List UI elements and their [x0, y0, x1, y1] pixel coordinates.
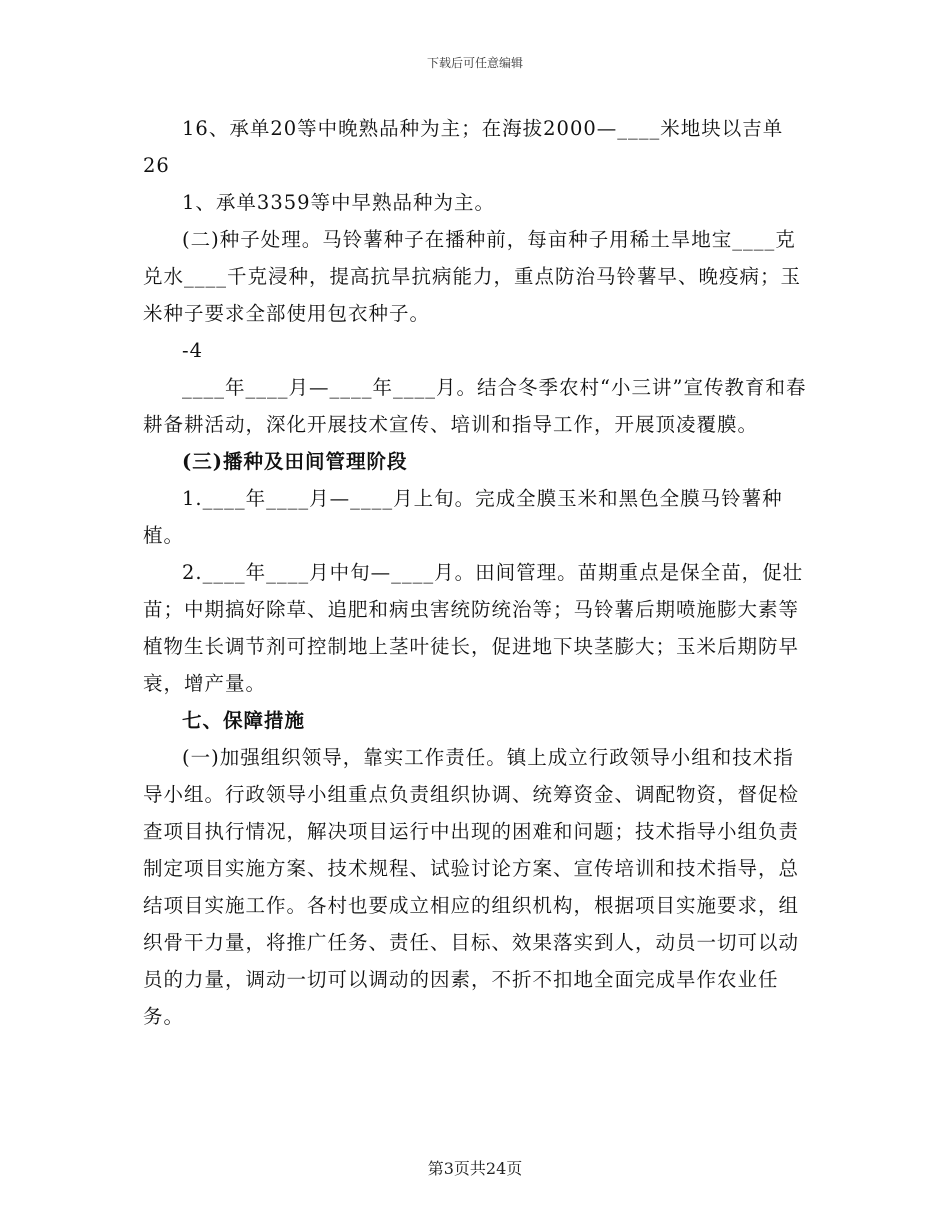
section-heading: 七、保障措施 [182, 709, 306, 732]
paragraph: 16、承单20等中晚熟品种为主；在海拔2000—____米地块以吉单 [182, 117, 784, 140]
paragraph: 1、承单3359等中早熟品种为主。 [182, 191, 496, 214]
paragraph: 26 [143, 154, 170, 177]
paragraph: 1.____年____月—____月上旬。完成全膜玉米和黑色全膜马铃薯种植。 [143, 487, 783, 547]
paragraph: (二)种子处理。马铃薯种子在播种前，每亩种子用稀土旱地宝____克兑水____千克浸种，提高抗旱抗病能力，重点防治马铃薯早、晚疫病；玉米种子要求全部使用包衣种子。 [143, 228, 802, 325]
document-body [143, 110, 813, 1035]
page-footer: 第3页共24页 [427, 1159, 523, 1178]
paragraph: (一)加强组织领导，靠实工作责任。镇上成立行政领导小组和技术指导小组。行政领导小组重点负责组织协调、统筹资金、调配物资，督促检查项目执行情况，解决项目运行中出现的困难和问题；技术指导小组负责制定项目实施方案、技术规程、试验讨论方案、宣传培训和技术指导，总结项目实施工作。各村也要成立相应的组织机构，根据项目实施要求，组织骨干力量，将推广任务、责任、目标、效果落实到人，动员一切可以动员的力量，调动一切可以调动的因素，不折不扣地全面完成旱作农业任务。 [143, 746, 800, 1028]
paragraph: -4 [182, 339, 203, 362]
section-heading: (三)播种及田间管理阶段 [182, 450, 408, 473]
paragraph: ____年____月—____年____月。结合冬季农村“小三讲”宣传教育和春耕备耕活动，深化开展技术宣传、培训和指导工作，开展顶凌覆膜。 [143, 376, 807, 436]
paragraph: 2.____年____月中旬—____月。田间管理。苗期重点是保全苗，促壮苗；中期搞好除草、追肥和病虫害统防统治等；马铃薯后期喷施膨大素等植物生长调节剂可控制地上茎叶徒长，促进地下块茎膨大；玉米后期防早衰，增产量。 [143, 561, 804, 695]
page-header: 下载后可任意编辑 [426, 56, 523, 70]
